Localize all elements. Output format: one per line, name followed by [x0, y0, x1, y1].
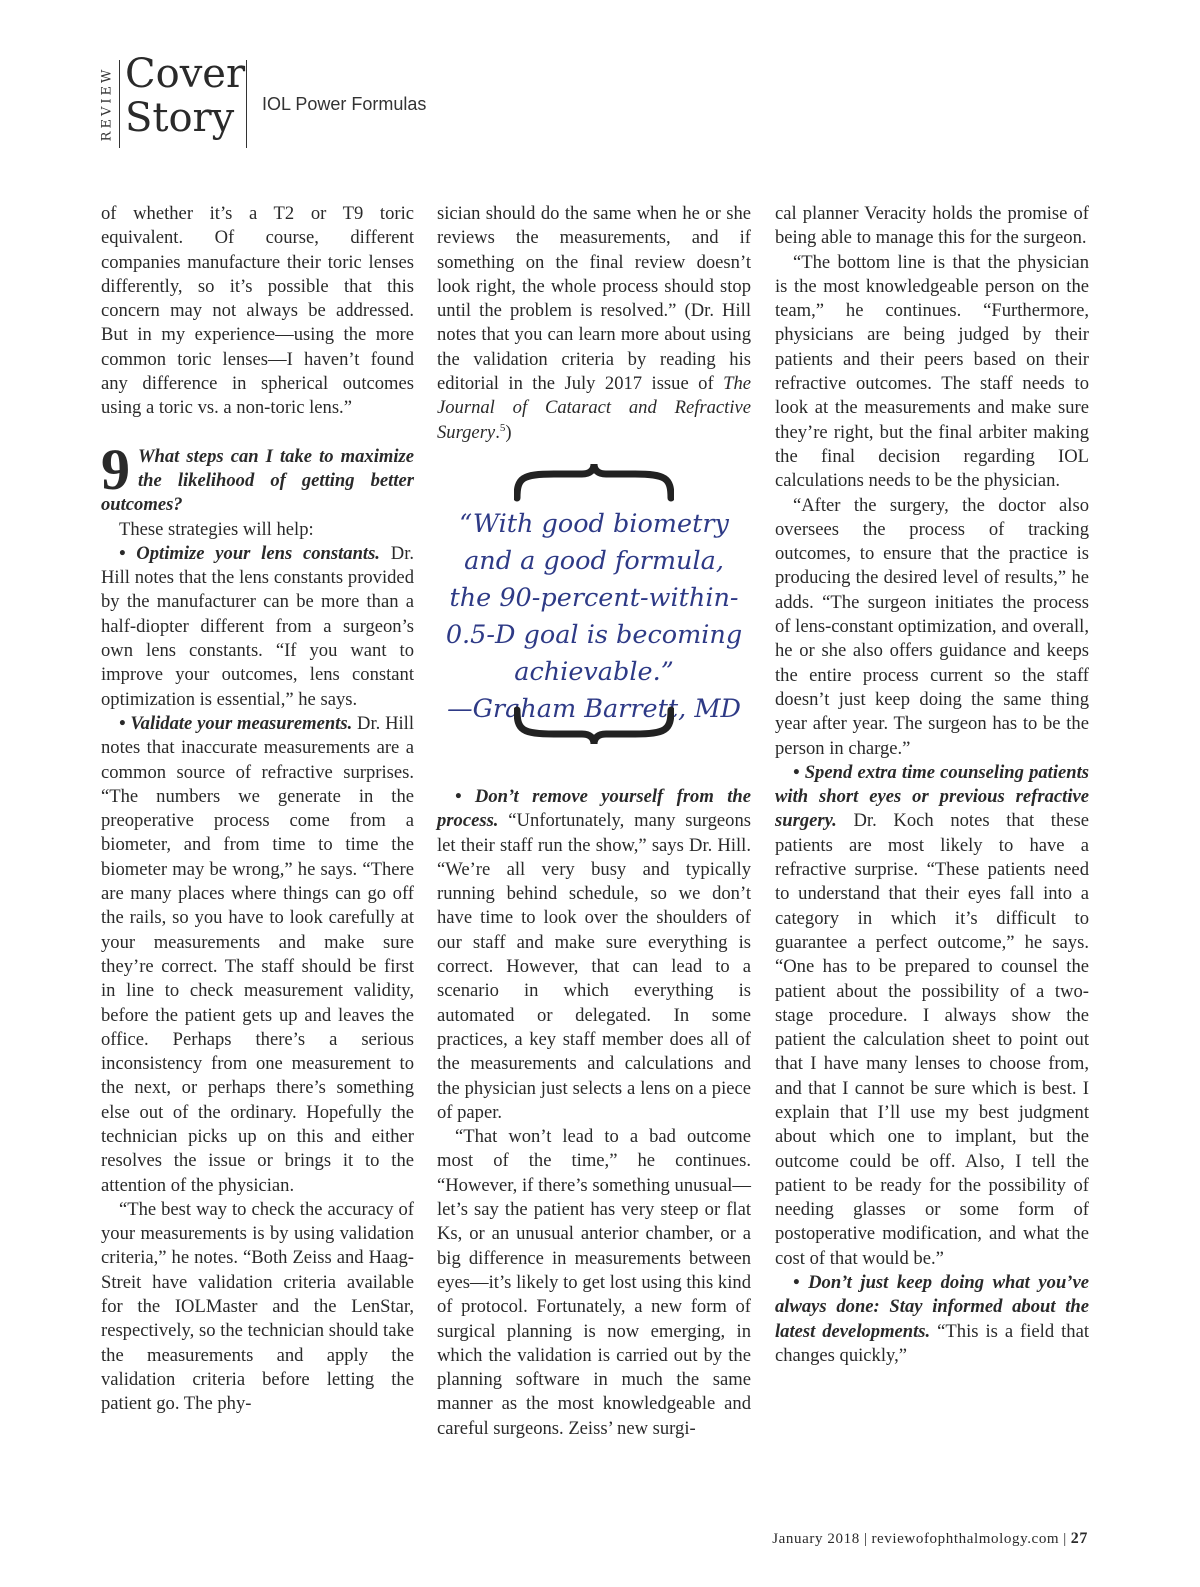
bullet-paragraph — [101, 542, 414, 712]
reference-number: 5 — [499, 421, 506, 434]
pull-quote-attribution: —Graham Barrett, MD — [447, 694, 741, 724]
cover-story-title — [125, 52, 245, 140]
page-number: 27 — [1070, 1530, 1088, 1547]
bullet-text: Dr. Hill notes that the lens constants provided by the manufacturer can be more than a half-diopter different from a surgeon’s own lens constants. “If you want to improve your outcomes, lens constant optimization is essential,” he says. — [101, 542, 415, 710]
pull-quote-line: the 90-percent-within- — [449, 583, 739, 613]
header-topic: IOL Power Formulas — [262, 94, 427, 114]
bullet-lead: • Don’t remove yourself from the process. — [437, 786, 751, 832]
bullet-paragraph — [775, 1271, 1089, 1368]
pull-quote-line: 0.5-D goal is becoming — [445, 620, 743, 650]
paragraph: sician should do the same when he or she reviews the measurements, and if something on the final review doesn’t look right, the whole process should stop until the problem is resolved.” (Dr. Hill notes that you can learn more about using the validation criteria by reading his editorial in the July 2017 issue of The Journal of Cataract and Refractive Surgery.$^5$) — [437, 203, 751, 443]
bullet-lead: • Optimize your lens constants. — [119, 542, 380, 564]
paragraph: cal planner Veracity holds the promise of being able to manage this for the surgeon. — [775, 203, 1089, 249]
story-word: Story — [125, 95, 235, 141]
pull-quote-line: achievable.” — [514, 657, 674, 687]
bullet-paragraph — [437, 785, 751, 1125]
bullet-text: “This is a field that changes quickly,” — [775, 1320, 1089, 1366]
paragraph-end: ) — [505, 421, 512, 443]
pull-quote-text — [437, 506, 751, 728]
article-column-1 — [101, 202, 414, 1417]
bullet-lead: • Spend extra time counseling patients with short eyes or previous refractive surgery. — [775, 761, 1089, 832]
bullet-paragraph — [101, 712, 414, 1198]
cover-word: Cover — [125, 51, 246, 97]
pull-quote — [437, 462, 751, 762]
pull-quote-line: “With good biometry — [459, 509, 729, 539]
paragraph: “The bottom line is that the physician is the most knowledgeable person on the team,” he continues. “Furthermore, physicians are being judged by their patients and their peers based on their refractive outcomes. The staff needs to look at the measurements and make sure they’re right, but the final arbiter making the final decision regarding IOL calculations needs to be the physician. — [775, 251, 1089, 492]
review-vertical-label — [96, 62, 118, 146]
article-column-2-continued — [437, 785, 751, 1441]
bullet-lead: • Validate your measurements. — [119, 712, 353, 734]
question-heading — [101, 436, 414, 518]
paragraph: “After the surgery, the doctor also oversees the process of tracking outcomes, to ensure that the practice is producing the desired level of results,” he adds. “The surgeon initiates the process of lens-constant optimization, and overall, he or she also offers guidance and keeps the entire process current so the staff doesn’t just keep doing the same thing year after year. The surgeon has to be the person in charge.” — [775, 494, 1089, 759]
question-text: What steps can I take to maximize the likelihood of getting better outcomes? — [101, 445, 414, 516]
header-divider — [246, 60, 247, 148]
article-column-3 — [775, 202, 1089, 1368]
bullet-text: Dr. Hill notes that inaccurate measurements are a common source of refractive surprises. “The numbers we generate in the preoperative process come from a biometer, and from time to time the biometer may be wrong,” he says. “There are many places where things can go off the rails, so you have to look carefully at your measurements and make sure they’re correct. The staff should be first in line to check measurement validity, before the patient gets up and leaves the office. Perhaps there’s a serious inconsistency from one measurement to the next, or perhaps there’s something else out of the ordinary. Hopefully the technician picks up on this and either resolves the issue or brings it to the attention of the physician. — [101, 712, 414, 1196]
paragraph: of whether it’s a T2 or T9 toric equivalent. Of course, different companies manufacture their toric lenses differently, so it’s possible that this concern may not always be addressed. But in my experience—using the more common toric lenses—I haven’t found any difference in spherical outcomes using a toric vs. a non-toric lens.” — [101, 203, 414, 419]
page-footer: January 2018 | reviewofophthalmology.com | 27 — [772, 1530, 1088, 1547]
question-number: 9 — [101, 436, 130, 502]
paragraph: “That won’t lead to a bad outcome most of the time,” he continues. “However, if there’s something unusual—let’s say the patient has very steep or flat Ks, or an unusual anterior chamber, or a big difference in measurements between eyes—it’s likely to get lost using this kind of protocol. Fortunately, a new form of surgical planning is now emerging, in which the validation is carried out by the planning software in much the same manner as the most knowledgeable and careful surgeons. Zeiss’ new surgi- — [437, 1126, 751, 1439]
website: reviewofophthalmology.com — [871, 1531, 1060, 1547]
header-divider — [119, 60, 120, 148]
brace-top-icon — [514, 462, 674, 502]
pull-quote-line: and a good formula, — [464, 546, 724, 576]
bullet-paragraph — [775, 761, 1089, 1271]
bullet-text: “Unfortunately, many surgeons let their staff run the show,” says Dr. Hill. “We’re all very busy and typically running behind schedule, so we don’t have time to look over the shoulders of our staff and make sure everything is correct. However, that can lead to a scenario in which everything is automated or delegated. In some practices, a key staff member does all of the measurements and calculations and the physician just selects a lens on a piece of paper. — [437, 810, 751, 1123]
issue-date: January 2018 — [772, 1531, 860, 1547]
bullet-lead: • Don’t just keep doing what you’ve always done: Stay informed about the latest developments. — [775, 1272, 1089, 1342]
paragraph: These strategies will help: — [119, 518, 314, 540]
journal-title: The Journal of Cataract and Refractive Surgery — [437, 373, 751, 443]
bullet-text: Dr. Koch notes that these patients are most likely to have a refractive surprise. “These patients need to understand that their eyes fall into a category in which it’s difficult to guarantee a perfect outcome,” he says. “One has to be prepared to counsel the patient about the possibility of a two-stage procedure. I always show the patient the calculation sheet to point out that I have many lenses to choose from, and that I cannot be sure which is best. I explain that I’ll use my best judgment about which one to implant, but the outcome could be off. Also, I tell the patient to be ready for the possibility of needing glasses or some form of postoperative modification, and what the cost of that would be.” — [775, 810, 1089, 1269]
paragraph: “The best way to check the accuracy of your measurements is by using validation criteria,” he notes. “Both Zeiss and Haag-Streit have validation criteria available for the IOLMaster and the LenStar, respectively, so the technician should take the measurements and apply the validation criteria before letting the patient go. The phy- — [101, 1198, 414, 1415]
paragraph-text: sician should do the same when he or she reviews the measurements, and if something on the final review doesn’t look right, the whole process should stop until the problem is resolved.” (Dr. Hill notes that you can learn more about using the validation criteria by reading his editorial in the July 2017 issue of — [437, 203, 751, 395]
brace-bottom-icon — [514, 706, 674, 746]
review-text: REVIEW — [99, 66, 115, 142]
article-column-2 — [437, 202, 751, 445]
